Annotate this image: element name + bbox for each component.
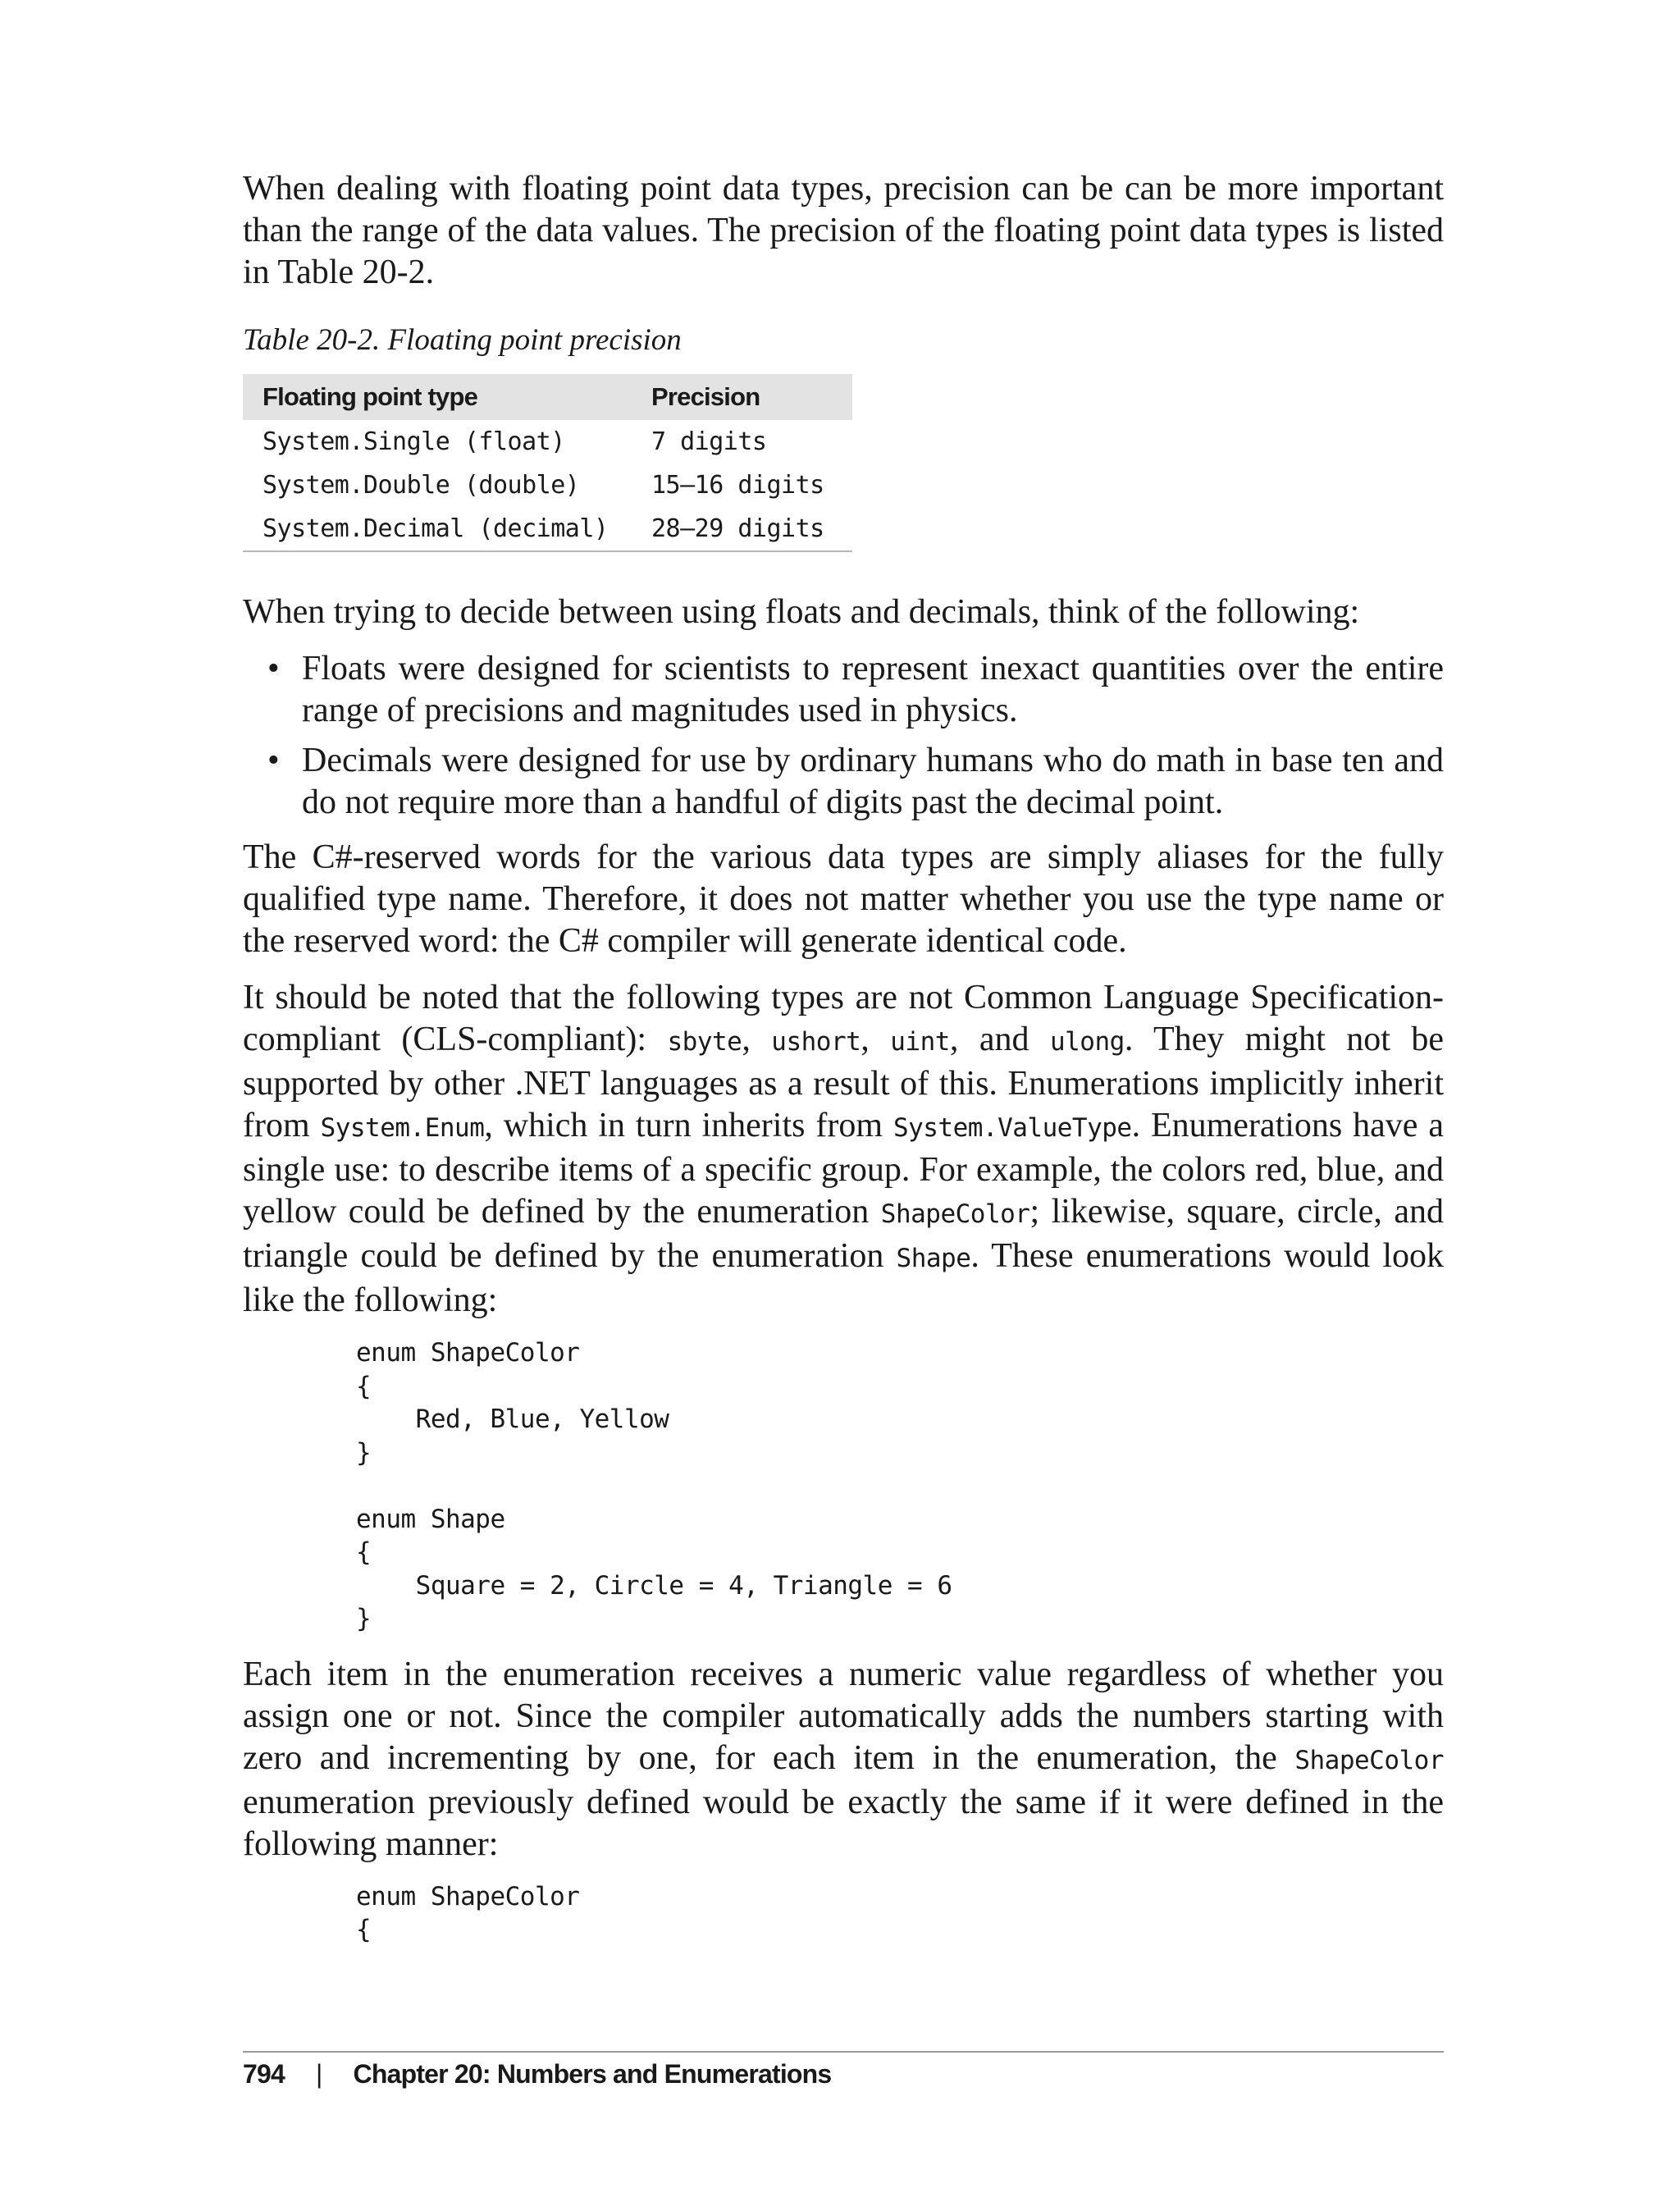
table-cell-type: System.Double (double) [262,471,580,500]
bullet-list [243,648,1444,824]
code-example-shapecolor: enum ShapeColor { [356,1881,580,1944]
bullet-icon: • [267,742,280,779]
each-text: Each item in the enumeration receives a numeric value regardless of whether you assign one or not. Since the compiler automatically adds the numbers starting with zero and incrementing by one, for each item in the enumeration, the [243,1655,1444,1777]
cls-text: It should be noted that the following types are not Common Language Specification-compliant (CLS-compliant): [243,979,1444,1058]
table-cell-type: System.Decimal (decimal) [262,514,609,543]
list-item [243,740,1444,824]
code-ulong: ulong [1049,1027,1125,1057]
code-shapecolor: ShapeColor [880,1199,1030,1229]
footer-divider [243,2051,1444,2053]
table-header-row [243,374,852,420]
page-footer [243,2059,831,2090]
code-shape: Shape [896,1244,971,1273]
list-item-text: Floats were designed for scientists to represent inexact quantities over the entire range of precisions and magnitudes used in physics. [302,650,1444,729]
aliases-paragraph: The C#-reserved words for the various data types are simply aliases for the fully qualified type name. Therefore, it does not matter whether you use the type name or the reserved word: the C# compiler will generate identical code. [243,838,1444,960]
code-system-enum: System.Enum [320,1113,485,1143]
chapter-title: Chapter 20: Numbers and Enumerations [353,2059,832,2089]
table-cell-precision: 7 digits [651,427,767,456]
cls-text: , [742,1021,772,1058]
precision-table [243,374,852,552]
cls-paragraph [243,977,1444,1322]
table-row [243,507,852,551]
each-text: enumeration previously defined would be exactly the same if it were defined in the following manner: [243,1783,1444,1863]
code-ushort: ushort [771,1027,861,1057]
table-row [243,464,852,507]
code-sbyte: sbyte [667,1027,742,1057]
column-header-type: Floating point type [243,374,632,420]
list-item-text: Decimals were designed for use by ordinary humans who do math in base ten and do not require more than a handful of digits past the decimal point. [302,742,1444,821]
page-number: 794 [243,2059,285,2089]
code-system-valuetype: System.ValueType [892,1113,1132,1143]
cls-text: . They might not be supported by other .NET languages as a result of this. Enumerations implicitly inherit from [243,1021,1445,1144]
table-row [243,420,852,464]
table-cell-precision: 15–16 digits [651,471,824,500]
table-cell-type: System.Single (float) [262,427,565,456]
intro-paragraph: When dealing with floating point data types, precision can be can be more important than the range of the data values. The precision of the floating point data types is listed in Table 20-2. [243,170,1444,291]
footer-separator: | [316,2059,322,2089]
cls-text: ; likewise, square, circle, and triangle could be defined by the enumeration [243,1193,1444,1275]
cls-text: . Enumerations have a single use: to describe items of a specific group. For example, the colors red, blue, and yellow could be defined by the enumeration [243,1107,1444,1231]
code-example-enums: enum ShapeColor { Red, Blue, Yellow } enum Shape { Square = 2, Circle = 4, Triangle = 6 } [356,1338,952,1633]
code-uint: uint [890,1027,950,1057]
each-paragraph [243,1654,1444,1866]
cls-text: , [861,1021,891,1058]
bullet-icon: • [267,650,280,687]
list-item [243,648,1444,732]
table-cell-precision: 28–29 digits [651,514,824,543]
column-header-precision: Precision [632,374,852,420]
table-caption: Table 20-2. Floating point precision [243,323,682,357]
code-shapecolor: ShapeColor [1294,1745,1444,1775]
page-content [243,168,1444,1965]
decide-paragraph: When trying to decide between using floats and decimals, think of the following: [243,593,1360,631]
cls-text: , and [949,1021,1050,1058]
cls-text: . These enumerations would look like the following: [243,1237,1444,1319]
cls-text: , which in turn inherits from [484,1107,893,1144]
